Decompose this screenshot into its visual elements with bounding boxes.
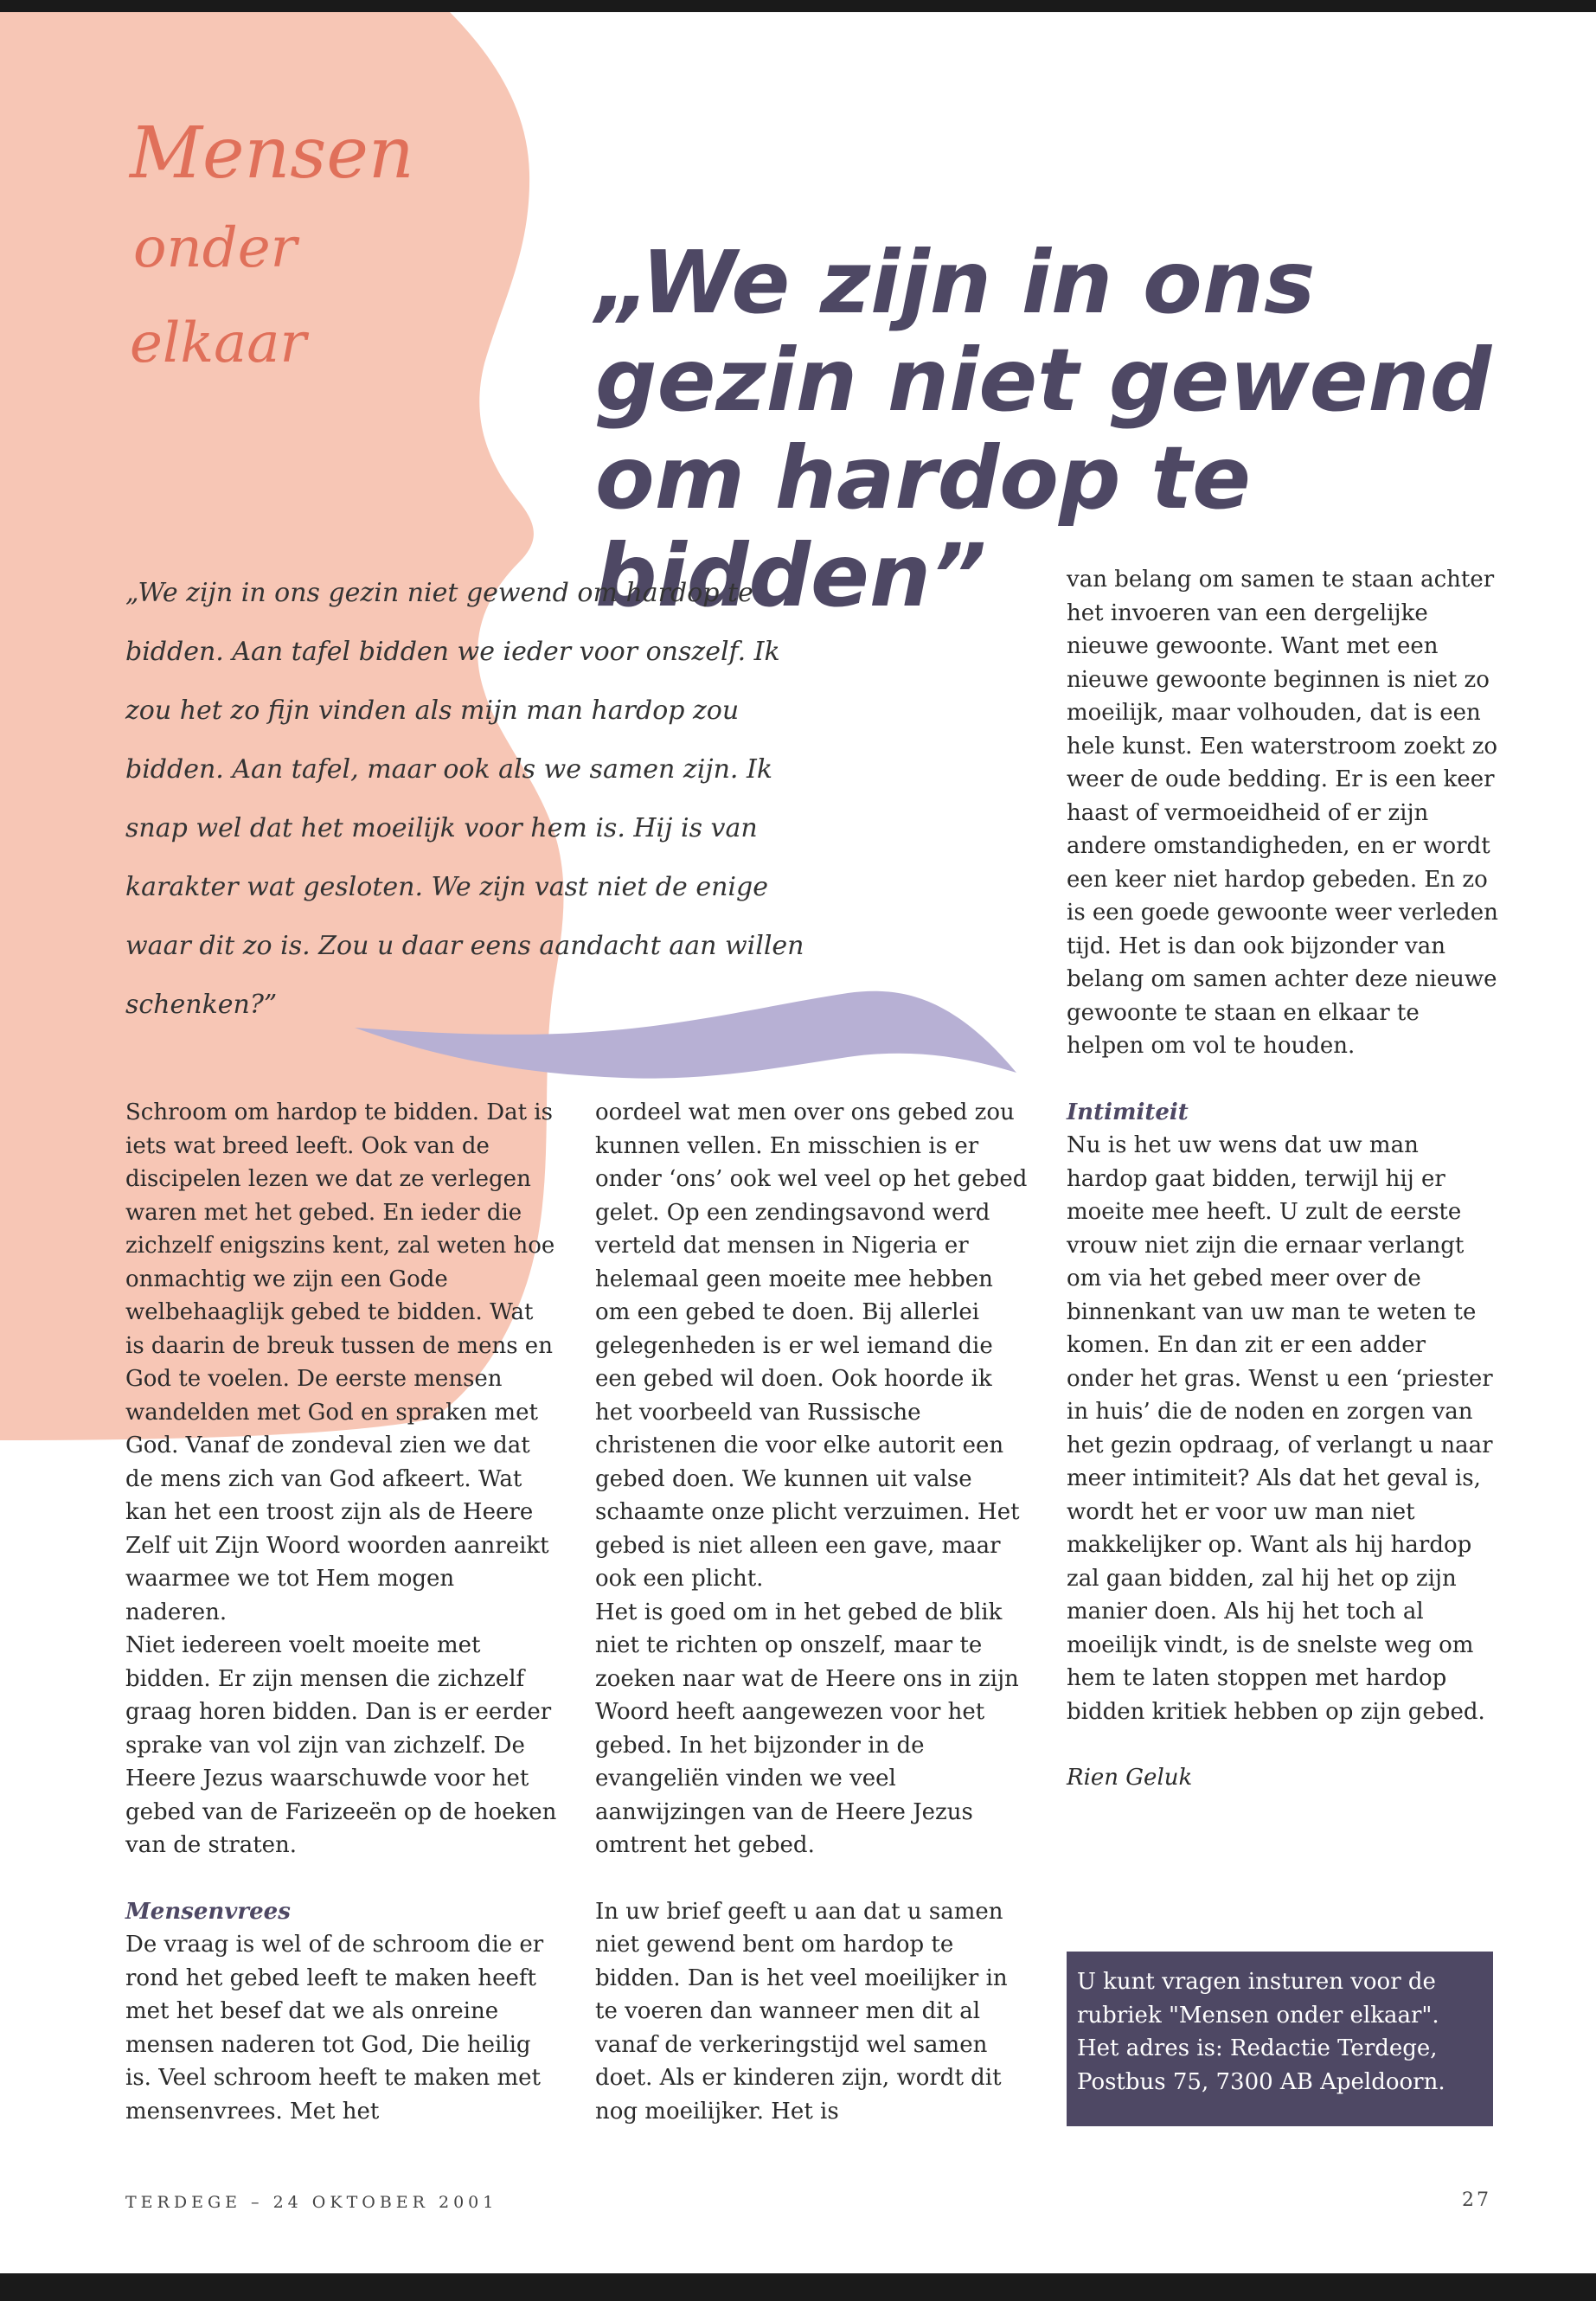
article-column-1 xyxy=(125,1096,558,2128)
reader-question: „We zijn in ons gezin niet gewend om hardop te bidden. Aan tafel bidden we ieder voor onszelf. Ik zou het zo fijn vinden als mijn man hardop zou bidden. Aan tafel, maar ook als we samen zijn. Ik snap wel dat het moeilijk voor hem is. Hij is van karakter wat gesloten. We zijn vast niet de enige waar dit zo is. Zou u daar eens aandacht aan willen schenken?” xyxy=(125,578,804,1020)
logo-word-elkaar: elkaar xyxy=(130,311,307,375)
article-column-2 xyxy=(595,1096,1028,2128)
paragraph: van belang om samen te staan achter het invoeren van een dergelijke nieuwe gewoonte. Want met een nieuwe gewoonte beginnen is niet zo moeilijk, maar volhouden, dat is een hele kunst. Een waterstroom zoekt zo weer de oude bedding. Er is een keer haast of vermoeidheid of er zijn andere omstandigheden, en er wordt een keer niet hardop gebeden. En zo is een goede gewoonte weer verleden tijd. Het is dan ook bijzonder van belang om samen achter deze nieuwe gewoonte te staan en elkaar te helpen om vol te houden. xyxy=(1067,567,1498,1059)
subheading-mensenvrees: Mensenvrees xyxy=(125,1898,291,1925)
paragraph: oordeel wat men over ons gebed zou kunnen vellen. En misschien is er onder ‘ons’ ook wel veel op het gebed gelet. Op een zendingsavond werd verteld dat mensen in Nigeria er helemaal geen moeite mee hebben om een gebed te doen. Bij allerlei gelegenheden is er wel iemand die een gebed wil doen. Ook hoorde ik het voorbeeld van Russische christenen die voor elke autorit een gebed doen. We kunnen uit valse schaamte onze plicht verzuimen. Het gebed is niet alleen een gave, maar ook een plicht. xyxy=(595,1099,1028,1592)
subheading-intimiteit: Intimiteit xyxy=(1067,1099,1189,1125)
paragraph: Schroom om hardop te bidden. Dat is iets wat breed leeft. Ook van de discipelen lezen we dat ze verlegen waren met het gebed. En ieder die zichzelf enigszins kent, zal weten hoe onmachtig we zijn een Gode welbehaaglijk gebed te bidden. Wat is daarin de breuk tussen de mens en God te voelen. De eerste mensen wandelden met God en spraken met God. Vanaf de zondeval zien we dat de mens zich van God afkeert. Wat kan het een troost zijn als de Heere Zelf uit Zijn Woord woorden aanreikt waarmee we tot Hem mogen naderen. xyxy=(125,1099,555,1625)
logo-word-mensen: Mensen xyxy=(130,112,414,195)
article-column-3 xyxy=(1067,563,1499,1795)
logo-word-onder: onder xyxy=(133,216,298,280)
paragraph: Niet iedereen voelt moeite met bidden. Er zijn mensen die zichzelf graag horen bidden. Dan is er eerder sprake van vol zijn van zichzelf. De Heere Jezus waarschuwde voor het gebed van de Farizeeën op de hoeken van de straten. xyxy=(125,1632,557,1858)
paragraph: Nu is het uw wens dat uw man hardop gaat bidden, terwijl hij er moeite mee heeft. U zult de eerste vrouw niet zijn die ernaar verlangt om via het gebed meer over de binnenkant van uw man te weten te komen. En dan zit er een adder onder het gras. Wenst u een ‘priester in huis’ die de noden en zorgen van het gezin opdraag, of verlangt u naar meer intimiteit? Als dat het geval is, wordt het er voor uw man niet makkelijker op. Want als hij hardop zal gaan bidden, zal hij het op zijn manier doen. Als hij het toch al moeilijk vindt, is de snelste weg om hem te laten stoppen met hardop bidden kritiek hebben op zijn gebed. xyxy=(1067,1132,1493,1725)
submission-info-box: U kunt vragen insturen voor de rubriek "Mensen onder elkaar". Het adres is: Redactie Terdege, Postbus 75, 7300 AB Apeldoorn. xyxy=(1067,1952,1493,2126)
author-signature: Rien Geluk xyxy=(1067,1765,1193,1791)
paragraph: Het is goed om in het gebed de blik niet te richten op onszelf, maar te zoeken naar wat de Heere ons in zijn Woord heeft aangewezen voor het gebed. In het bijzonder in de evangeliën vinden we veel aanwijzingen van de Heere Jezus omtrent het gebed. xyxy=(595,1599,1019,1858)
bottom-rule xyxy=(0,2273,1596,2301)
paragraph: De vraag is wel of de schroom die er rond het gebed leeft te maken heeft met het besef dat we als onreine mensen naderen tot God, Die heilig is. Veel schroom heeft te maken met mensenvrees. Met het xyxy=(125,1932,544,2125)
page-number: 27 xyxy=(1462,2189,1491,2211)
column-logo xyxy=(130,112,493,407)
paragraph: In uw brief geeft u aan dat u samen niet gewend bent om hardop te bidden. Dan is het veel moeilijker in te voeren dan wanneer men dit al vanaf de verkeringstijd wel samen doet. Als er kinderen zijn, wordt dit nog moeilijker. Het is xyxy=(595,1898,1008,2125)
article-headline: „We zijn in ons gezin niet gewend om hardop te bidden” xyxy=(595,232,1492,626)
footer-publication: TERDEGE – 24 OKTOBER 2001 xyxy=(125,2193,498,2212)
